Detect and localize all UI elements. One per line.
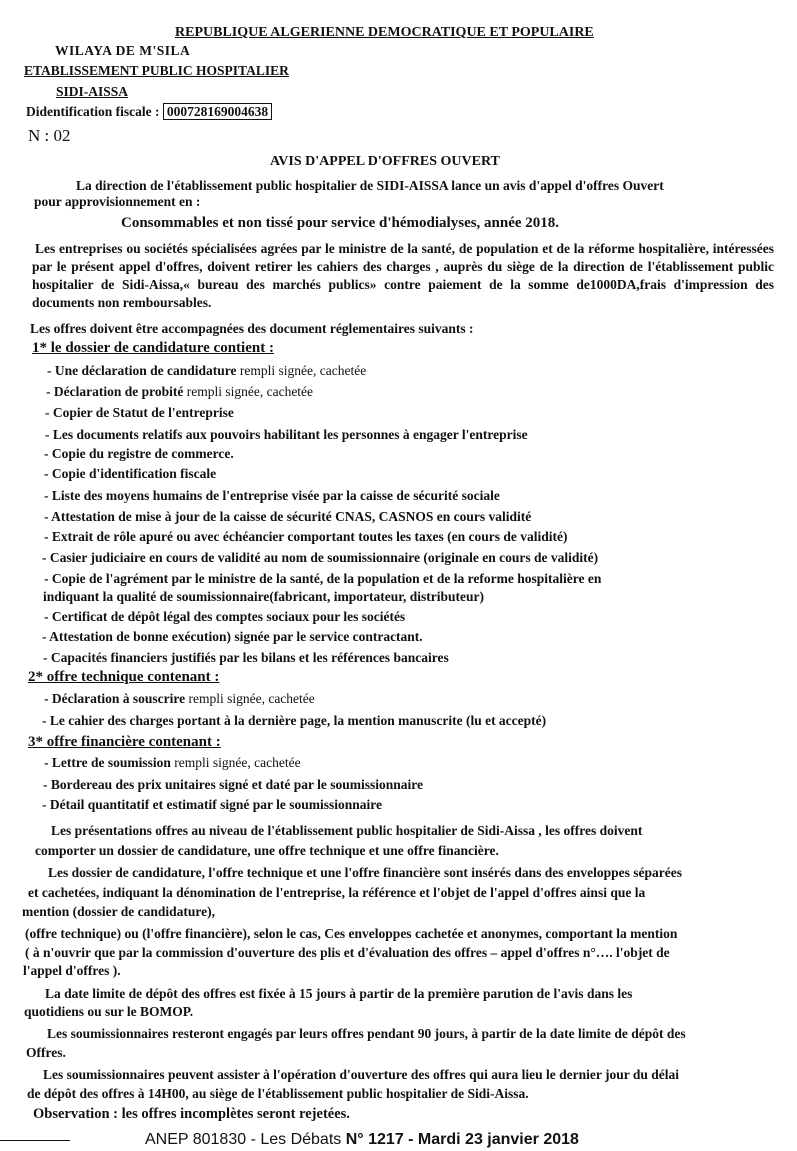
section3-title: 3* offre financière contenant :: [28, 734, 221, 750]
paragraph-entreprises: Les entreprises ou sociétés spécialisées agrées par le ministre de la santé, de population et de la réforme hospitalière, intéressées par le présent appel d'offres, doivent retirer les cahiers des charges , auprès du siège de la direction de l'établissement public hospitalier de Sidi-Aissa,« bureau des marchés publics» contre paiement de la somme de1000DA,frais d'impression des documents non remboursables.: [32, 241, 774, 310]
closing-p4-line2: quotidiens ou sur le BOMOP.: [24, 1004, 194, 1019]
list-item: indiquant la qualité de soumissionnaire(fabricant, importateur, distributeur): [43, 589, 485, 604]
list-item: - Le cahier des charges portant à la dernière page, la mention manuscrite (lu et accepté): [42, 713, 547, 728]
observation-text: les offres incomplètes seront rejetées.: [117, 1106, 350, 1122]
closing-p1-line1: Les présentations offres au niveau de l'établissement public hospitalier de Sidi-Aissa , les offres doivent: [51, 823, 643, 838]
closing-p3-line3: l'appel d'offres ).: [23, 963, 121, 978]
closing-p4-line1: La date limite de dépôt des offres est fixée à 15 jours à partir de la première parution de l'avis dans les: [45, 986, 633, 1001]
section2-title: 2* offre technique contenant :: [28, 669, 220, 685]
closing-p2-line1: Les dossier de candidature, l'offre technique et une l'offre financière sont insérés dans des enveloppes séparées: [48, 865, 682, 880]
list-item: - Déclaration de probité rempli signée, cachetée: [46, 384, 314, 399]
observation-line: [33, 1105, 350, 1123]
list-item: - Détail quantitatif et estimatif signé par le soumissionnaire: [42, 797, 382, 812]
footer-issue: N° 1217 - Mardi 23 janvier 2018: [345, 1131, 579, 1148]
list-item: - Attestation de mise à jour de la caisse de sécurité CNAS, CASNOS en cours validité: [44, 509, 532, 524]
docs-intro: Les offres doivent être accompagnées des document réglementaires suivants :: [30, 321, 474, 336]
intro-line-2: pour approvisionnement en :: [34, 194, 201, 209]
footer-rule: [0, 1140, 70, 1141]
list-item: - Bordereau des prix unitaires signé et daté par le soumissionnaire: [43, 777, 424, 792]
closing-p6-line1: Les soumissionnaires peuvent assister à l'opération d'ouverture des offres qui aura lieu le dernier jour du délai: [43, 1067, 680, 1082]
list-item: - Capacités financiers justifiés par les bilans et les références bancaires: [43, 650, 449, 665]
list-item: - Déclaration à souscrire rempli signée, cachetée: [44, 691, 315, 706]
closing-p6-line2: de dépôt des offres à 14H00, au siège de l'établissement public hospitalier de Sidi-Aissa.: [27, 1086, 529, 1101]
closing-p1-line2: comporter un dossier de candidature, une offre technique et une offre financière.: [35, 843, 499, 858]
observation-label: Observation :: [33, 1106, 118, 1122]
footer: [145, 1131, 579, 1149]
page-title: AVIS D'APPEL D'OFFRES OUVERT: [270, 154, 500, 169]
notice-number: N : 02: [28, 126, 71, 145]
list-item: - Copie de l'agrément par le ministre de la santé, de la population et de la reforme hospitalière en: [44, 571, 602, 586]
fiscal-label: Didentification fiscale :: [26, 104, 160, 119]
list-item: - Certificat de dépôt légal des comptes sociaux pour les sociétés: [44, 609, 406, 624]
list-item: - Lettre de soumission rempli signée, cachetée: [44, 755, 301, 770]
list-item: - Casier judiciaire en cours de validité au nom de soumissionnaire (originale en cours de validité): [42, 550, 599, 565]
closing-p3-line1: (offre technique) ou (l'offre financière), selon le cas, Ces enveloppes cachetée et anonymes, comportant la mention: [25, 926, 678, 941]
list-item: - Copie d'identification fiscale: [44, 466, 217, 481]
fiscal-id: [26, 103, 272, 121]
closing-p2-line2: et cachetées, indiquant la dénomination de l'entreprise, la référence et l'objet de l'appel d'offres ainsi que la: [28, 885, 646, 900]
establishment-line: ETABLISSEMENT PUBLIC HOSPITALIER: [24, 63, 289, 78]
closing-p5-line2: Offres.: [26, 1045, 66, 1060]
list-item: - Copier de Statut de l'entreprise: [45, 405, 234, 420]
section1-title: 1* le dossier de candidature contient :: [32, 340, 274, 356]
list-item: - Copie du registre de commerce.: [44, 446, 234, 461]
list-item: - Une déclaration de candidature rempli signée, cachetée: [47, 363, 367, 378]
list-item: - Attestation de bonne exécution) signée par le service contractant.: [42, 629, 423, 644]
footer-publication: ANEP 801830 - Les Débats: [145, 1131, 346, 1148]
city-line: SIDI-AISSA: [56, 84, 129, 99]
subject-line: Consommables et non tissé pour service d'hémodialyses, année 2018.: [121, 215, 560, 231]
closing-p3-line2: ( à n'ouvrir que par la commission d'ouverture des plis et d'évaluation des offres – appel d'offres n°…. l'objet de: [25, 945, 670, 960]
fiscal-number: 000728169004638: [163, 103, 272, 120]
closing-p2-line3: mention (dossier de candidature),: [22, 904, 216, 919]
intro-line-1: La direction de l'établissement public hospitalier de SIDI-AISSA lance un avis d'appel d'offres Ouvert: [76, 178, 664, 193]
list-item: - Liste des moyens humains de l'entreprise visée par la caisse de sécurité sociale: [44, 488, 500, 503]
list-item: - Les documents relatifs aux pouvoirs habilitant les personnes à engager l'entreprise: [45, 427, 528, 442]
list-item: - Extrait de rôle apuré ou avec échéancier comportant toutes les taxes (en cours de validité): [44, 529, 568, 544]
closing-p5-line1: Les soumissionnaires resteront engagés par leurs offres pendant 90 jours, à partir de la date limite de dépôt des: [47, 1026, 686, 1041]
wilaya-line: WILAYA DE M'SILA: [55, 43, 191, 58]
republic-heading: REPUBLIQUE ALGERIENNE DEMOCRATIQUE ET POPULAIRE: [175, 25, 594, 40]
